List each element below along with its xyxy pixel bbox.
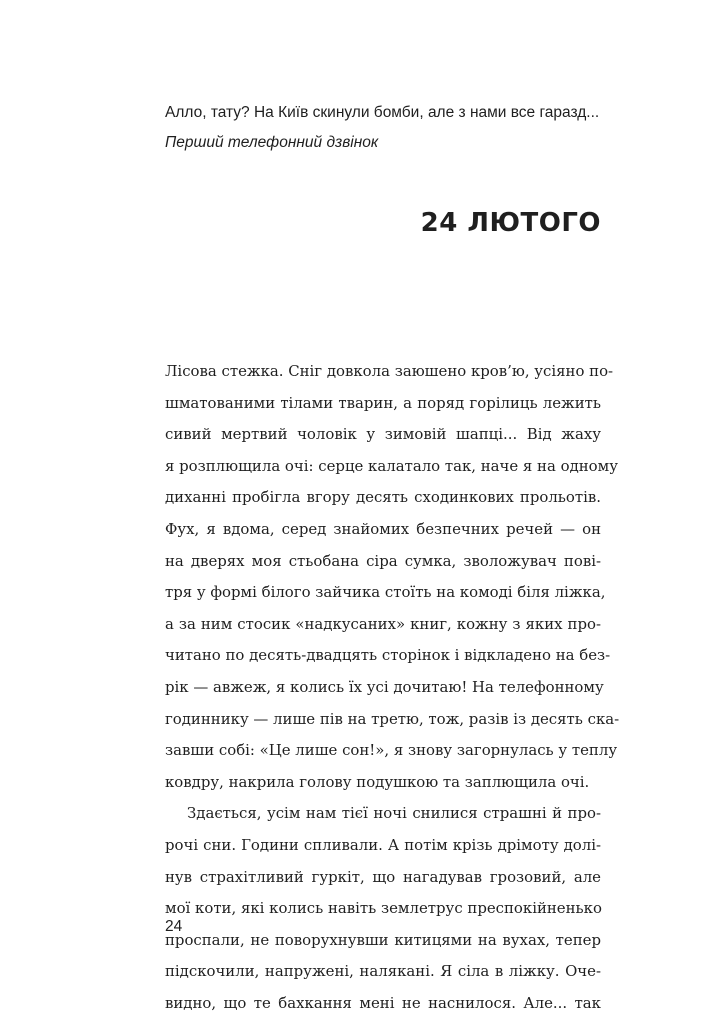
text-line: рік — авжеж, я колись їх усі дочитаю! На телефонному (165, 677, 604, 696)
text-line: на дверях моя стьобана сіра сумка, зволожувач пові- (165, 551, 601, 570)
text-line: Лісова стежка. Сніг довкола заюшено кров’ю, усіяно по- (165, 362, 614, 380)
text-line: а за ним стосик «надкусаних» книг, кожну з яких про- (165, 614, 601, 633)
text-line: рочі сни. Години спливали. А потім крізь дрімоту долі- (165, 835, 601, 854)
text-line: шматованими тілами тварин, а поряд горілиць лежить (165, 393, 601, 412)
text-line: видно, що те бахкання мені не наснилося. Але... так (165, 993, 601, 1012)
text-line: читано по десять-двадцять сторінок і відкладено на без- (165, 646, 611, 665)
text-line: нув страхітливий гуркіт, що нагадував грозовий, але (165, 867, 601, 886)
page-number: 24 (165, 918, 183, 935)
epigraph-quote: Алло, тату? На Київ скинули бомби, але з нами все гаразд... (165, 104, 600, 121)
chapter-title: 24 ЛЮТОГО (420, 208, 601, 238)
text-line: сивий мертвий чоловік у зимовій шапці... Від жаху (165, 425, 601, 444)
text-line: ковдру, накрила голову подушкою та заплющила очі. (165, 772, 590, 791)
body-text (165, 356, 620, 1019)
text-line: проспали, не поворухнувши китицями на вухах, тепер (165, 930, 601, 949)
text-line: завши собі: «Це лише сон!», я знову загорнулась у теплу (165, 741, 618, 760)
epigraph-source: Перший телефонний дзвінок (165, 134, 379, 151)
text-line: диханні пробігла вгору десять сходинкових прольотів. (165, 488, 601, 507)
text-line: тря у формі білого зайчика стоїть на комоді біля ліжка, (165, 583, 606, 602)
text-line: годиннику — лише пів на третю, тож, разів із десять ска- (165, 709, 620, 728)
paragraph-1 (165, 356, 620, 798)
text-line: я розплющила очі: серце калатало так, наче я на одному (165, 456, 618, 475)
text-line: Фух, я вдома, серед знайомих безпечних речей — он (165, 519, 601, 538)
text-line: Здається, усім нам тієї ночі снилися страшні й про- (187, 804, 601, 823)
epigraph (165, 98, 600, 158)
text-line: підскочили, напружені, налякані. Я сіла в ліжку. Оче- (165, 962, 601, 981)
paragraph-2 (165, 798, 601, 1019)
text-line: мої коти, які колись навіть землетрус преспокійненько (165, 899, 602, 918)
